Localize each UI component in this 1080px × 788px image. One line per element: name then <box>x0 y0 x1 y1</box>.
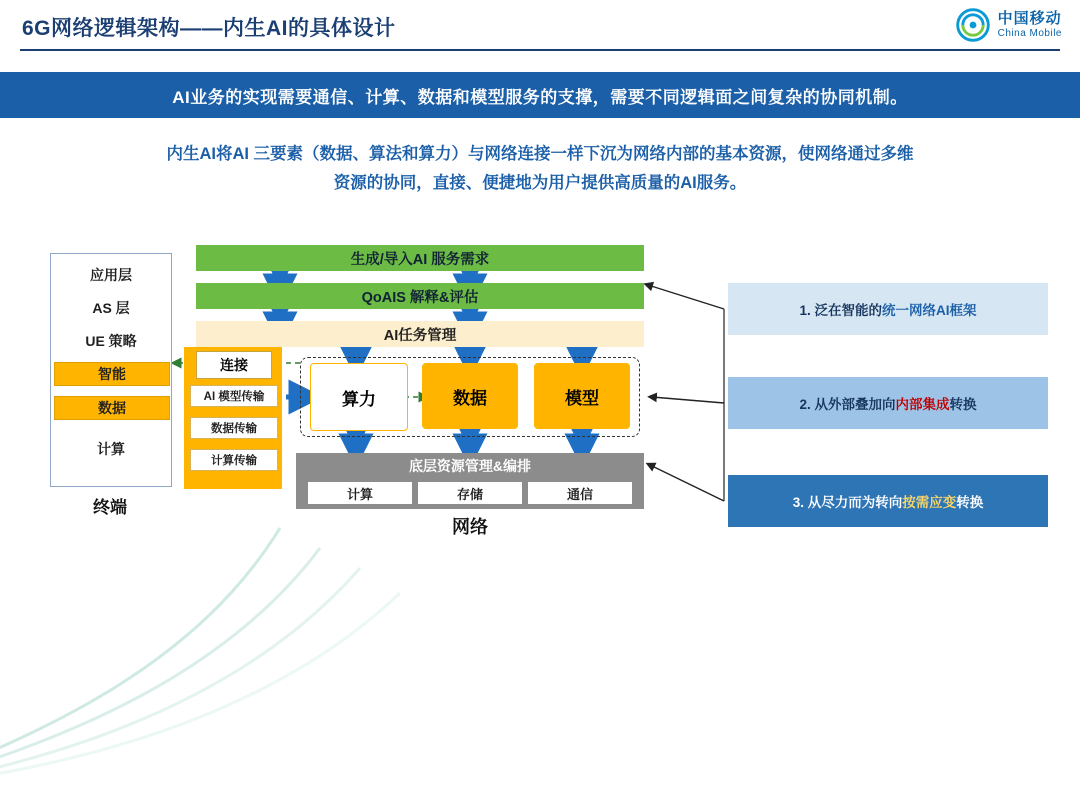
banner-text: AI业务的实现需要通信、计算、数据和模型服务的支撑，需要不同逻辑面之间复杂的协同机制。 <box>172 87 908 107</box>
terminal-layer-app: 应用层 <box>90 266 132 283</box>
callout-2-keyword: 内部集成 <box>895 397 950 412</box>
callout-3 <box>728 475 1048 527</box>
bar-ai-task-management: AI任务管理 <box>196 321 644 347</box>
callout-1 <box>728 283 1048 335</box>
intro-paragraph <box>60 140 1020 198</box>
callout-2-prefix: 从外部叠加向 <box>814 397 896 412</box>
resource-cell-communication: 通信 <box>528 482 632 504</box>
callout-2 <box>728 377 1048 429</box>
intro-line-2: 资源的协同，直接、便捷地为用户提供高质量的AI服务。 <box>333 173 747 192</box>
china-mobile-mark-icon <box>956 8 990 42</box>
resource-cell-compute: 计算 <box>308 482 412 504</box>
logo-text-cn: 中国移动 <box>997 10 1062 28</box>
callout-2-index: 2. <box>799 397 811 412</box>
callout-3-suffix: 转换 <box>956 495 984 510</box>
logo-text <box>998 11 1062 39</box>
intro-line-1: 内生AI将AI 三要素（数据、算法和算力）与网络连接一样下沉为网络内部的基本资源，使网络通过多维 <box>166 145 914 163</box>
callout-1-keyword: 统一网络AI框架 <box>882 303 977 318</box>
logo-text-en: China Mobile <box>997 27 1062 39</box>
callout-3-prefix: 从尽力而为转向 <box>807 495 903 510</box>
callout-1-index: 1. <box>799 303 811 318</box>
terminal-layer-as: AS 层 <box>92 299 130 316</box>
callout-3-keyword: 按需应变 <box>902 495 957 510</box>
bar-generate-ai-service-demand: 生成/导入AI 服务需求 <box>196 245 644 271</box>
connection-item-compute-transfer: 计算传输 <box>190 449 278 471</box>
bar-qoais-interpret-evaluate: QoAIS 解释&评估 <box>196 283 644 309</box>
connection-title: 连接 <box>196 351 272 379</box>
terminal-layer-data: 数据 <box>54 396 170 420</box>
highlight-banner <box>0 72 1080 118</box>
connection-item-data-transfer: 数据传输 <box>190 417 278 439</box>
connection-item-model-transfer: AI 模型传输 <box>190 385 278 407</box>
network-label: 网络 <box>452 517 488 537</box>
callout-1-prefix: 泛在智能的 <box>814 303 883 318</box>
terminal-layer-ue-policy: UE 策略 <box>85 332 137 349</box>
terminal-stack <box>50 253 172 487</box>
core-box-data: 数据 <box>422 363 518 429</box>
resource-cell-storage: 存储 <box>418 482 522 504</box>
callout-3-index: 3. <box>792 495 804 510</box>
terminal-layer-intelligence: 智能 <box>54 362 170 386</box>
resource-management-title: 底层资源管理&编排 <box>408 458 532 474</box>
page-title: 6G网络逻辑架构——内生AI的具体设计 <box>22 17 396 40</box>
architecture-diagram <box>0 225 1080 555</box>
core-box-model: 模型 <box>534 363 630 429</box>
terminal-layer-compute: 计算 <box>97 440 125 457</box>
callout-2-suffix: 转换 <box>949 397 977 412</box>
header-divider <box>20 49 1060 51</box>
core-box-compute: 算力 <box>310 363 408 431</box>
china-mobile-logo <box>956 8 1062 42</box>
slide-header <box>0 0 1080 56</box>
terminal-label: 终端 <box>93 498 127 517</box>
